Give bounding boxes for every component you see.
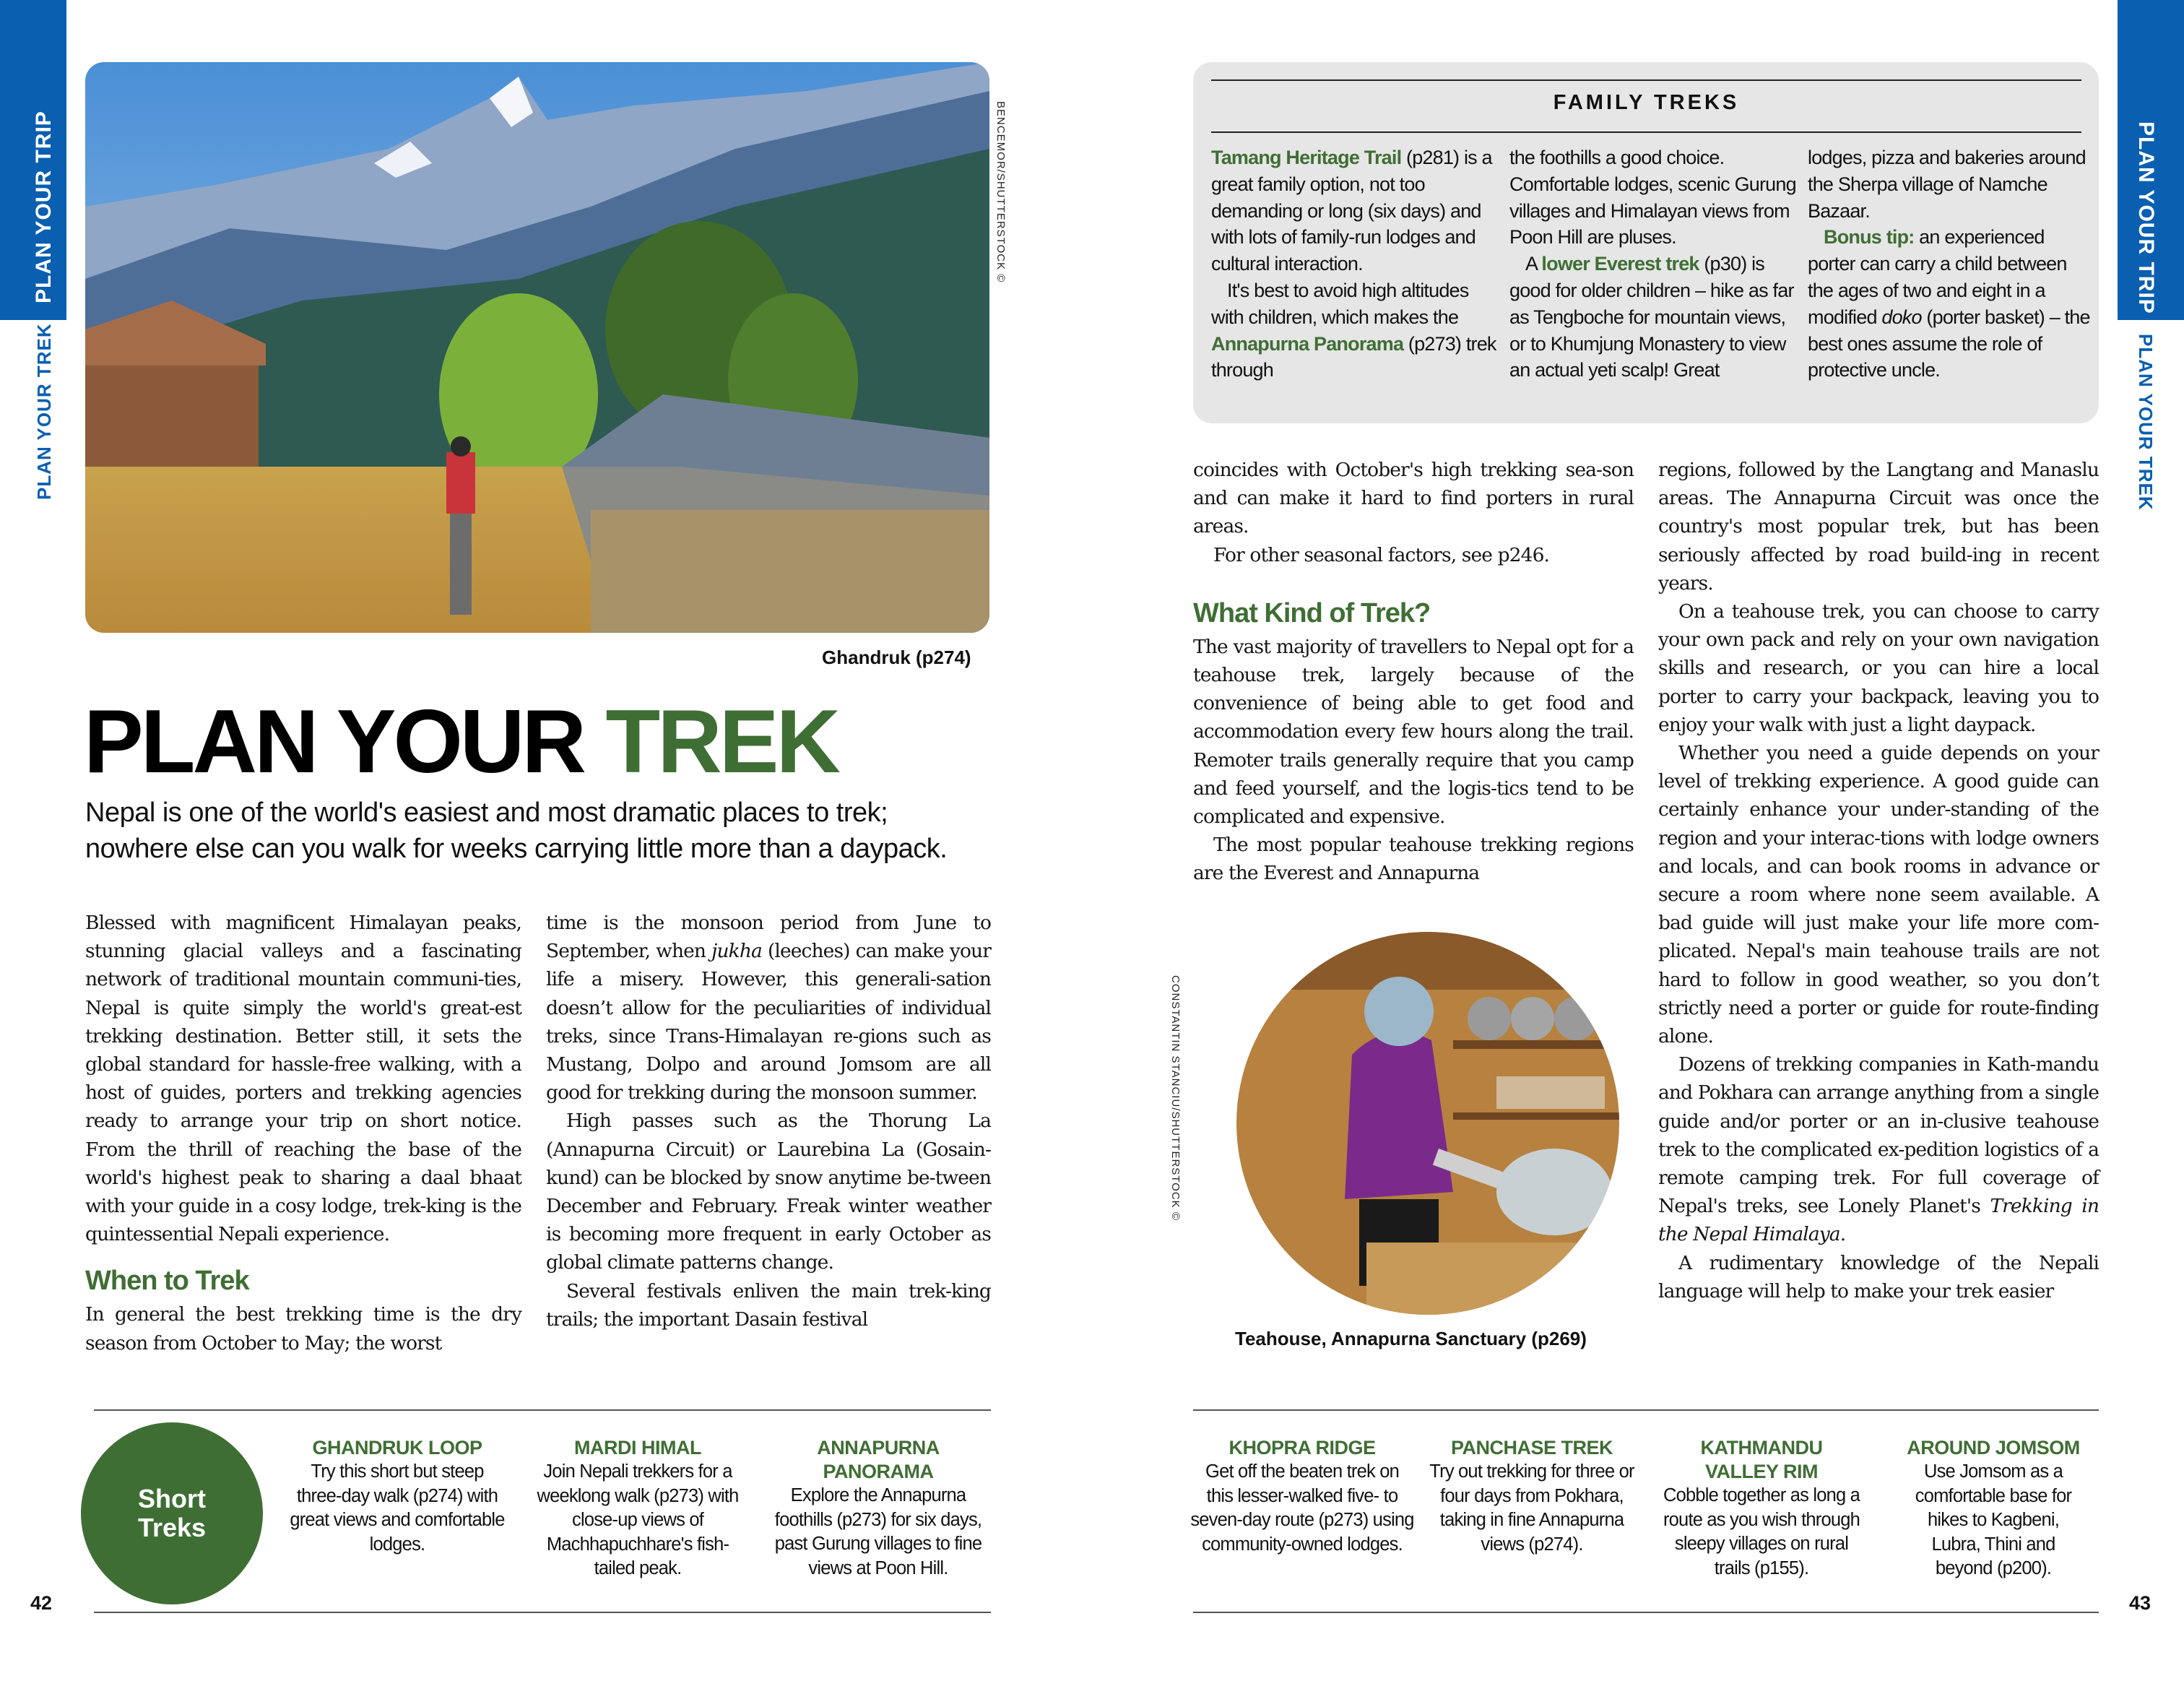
short-trek-kathmandu-valley-rim: KATHMANDU VALLEY RIM Cobble together as long a route as you wish through sleepy villages on rural trails (p155). [1663, 1437, 1860, 1578]
page-number-right: 43 [2129, 1592, 2152, 1614]
short-treks-badge: Short Treks [81, 1422, 263, 1604]
body-paragraph: On a teahouse trek, you can choose to carry your own pack and rely on your own navigation skills and research, or you can hire a local porter to carry your backpack, leaving you to enjoy your walk with just a light daypack. [1658, 600, 2099, 736]
short-trek-ghandruk-loop: GHANDRUK LOOP Try this short but steep three-day walk (p274) with great views and comfortable lodges. [290, 1437, 505, 1555]
link-lower-everest-trek: lower Everest trek [1541, 253, 1699, 275]
left-column-2 [546, 909, 991, 1334]
body-paragraph: coincides with October's high trekking sea-son and can make it hard to find porters in rural areas. [1193, 459, 1634, 538]
link-annapurna-panorama: Annapurna Panorama [1211, 332, 1404, 355]
family-column-3: lodges, pizza and bakeries around the Sherpa village of Namche Bazaar. Bonus tip: an experienced porter can carry a child between the ages of two and eight in a modified doko (porter basket) – the best ones assume the role of protective uncle. [1808, 147, 2090, 381]
short-trek-mardi-himal: MARDI HIMAL Join Nepali trekkers for a weeklong walk (p273) with close-up views of Machhapuchhare's fish-tailed peak. [537, 1437, 739, 1578]
short-trek-annapurna-panorama: ANNAPURNA PANORAMA Explore the Annapurna foothills (p273) for six days, past Gurung villages to fine views at Poon Hill. [774, 1437, 982, 1578]
body-paragraph: The vast majority of travellers to Nepal opt for a teahouse trek, largely because of the convenience of being able to get food and accommodation every few hours along the trail. Remoter trails generally require that you camp and feed yourself, and the logis-tics tend to be complicated and expensive. [1193, 635, 1634, 829]
body-paragraph: The most popular teahouse trekking regions are the Everest and Annapurna [1193, 834, 1634, 885]
short-trek-panchase-trek: PANCHASE TREK Try out trekking for three or four days from Pokhara, taking in fine Annapurna views (p274). [1429, 1437, 1634, 1555]
body-paragraph: A rudimentary knowledge of the Nepali language will help to make your trek easier [1658, 1251, 2099, 1302]
family-column-1: Tamang Heritage Trail (p281) is a great family option, not too demanding or long (six days) and with lots of family-run lodges and cultural interaction. It's best to avoid high altitudes with children, which makes the Annapurna Panorama (p273) trek through [1211, 147, 1496, 381]
page-number-left: 42 [30, 1592, 53, 1614]
photo-credit-circle: CONSTANTIN STANCIU/SHUTTERSTOCK © [1169, 975, 1182, 1221]
short-trek-around-jomsom: AROUND JOMSOM Use Jomsom as a comfortable base for hikes to Kagbeni, Lubra, Thini and beyond (p200). [1907, 1437, 2080, 1578]
divider [1193, 1409, 2099, 1411]
body-paragraph: Several festivals enliven the main trek-king trails; the important Dasain festival [546, 1279, 991, 1331]
divider [1211, 79, 2081, 81]
right-column-1 [1193, 456, 1634, 888]
left-column-1 [85, 909, 521, 1357]
body-paragraph: Dozens of trekking companies in Kath-mandu and Pokhara can arrange anything from a single guide and/or porter or an in-clusive teahouse trek to the complicated ex-pedition logistics of a remote camping trek. For full coverage of Nepal's treks, see Lonely Planet's Trekking in the Nepal Himalaya. [1658, 1053, 2100, 1246]
body-paragraph: In general the best trekking time is the dry season from October to May; the worst [85, 1303, 521, 1354]
bonus-tip-label: Bonus tip: [1824, 226, 1915, 249]
section-label-right: PLAN YOUR TRIP [2134, 121, 2158, 314]
body-paragraph: High passes such as the Thorung La (Annapurna Circuit) or Laurebina La (Gosain-kund) can be blocked by snow anytime be-tween December and February. Freak winter weather is becoming more frequent in early October as global climate patterns change. [546, 1110, 991, 1274]
photo-caption-circle: Teahouse, Annapurna Sanctuary (p269) [1235, 1328, 1587, 1349]
chapter-label-left: PLAN YOUR TREK [33, 323, 55, 500]
divider [1193, 1612, 2099, 1613]
short-trek-khopra-ridge: KHOPRA RIDGE Get off the beaten trek on this lesser-walked five- to seven-day route (p273) using community-owned lodges. [1190, 1437, 1414, 1555]
body-paragraph: For other seasonal factors, see p246. [1213, 543, 1550, 566]
landscape-image [85, 62, 989, 633]
standfirst: Nepal is one of the world's easiest and most dramatic places to trek; nowhere else can you walk for weeks carrying little more than a daypack. [85, 798, 948, 864]
photo-ghandruk [85, 62, 989, 633]
intro-paragraph: Blessed with magnificent Himalayan peaks, stunning glacial valleys and a fascinating network of traditional mountain communi-ties, Nepal is quite simply the world's great-est trekking destination. Better still, it sets the global standard for hassle-free walking, with a host of guides, porters and trekking agencies ready to arrange your trip on short notice. From the thrill of reaching the base of the world's highest peak to sharing a daal bhaat with your guide in a cosy lodge, trek-king is the quintessential Nepali experience. [85, 912, 521, 1246]
heading-what-kind-of-trek: What Kind of Trek? [1193, 597, 1431, 628]
section-label-left: PLAN YOUR TRIP [32, 111, 56, 303]
teahouse-image [1236, 932, 1619, 1315]
photo-credit-main: BENCEMOR/SHUTTERSTOCK © [994, 101, 1007, 283]
link-tamang-heritage-trail: Tamang Heritage Trail [1211, 147, 1402, 168]
divider [94, 1612, 991, 1613]
body-paragraph: Whether you need a guide depends on your level of trekking experience. A good guide can certainly enhance your under-standing of the region and your interac-tions with lodge owners and locals, and can book rooms in advance or secure a room where none seem available. A bad guide will just make your life more com-plicated. Nepal's main teahouse trails are not hard to follow in good weather, so you don’t strictly need a porter or guide for route-finding alone. [1658, 742, 2099, 1048]
divider [94, 1409, 991, 1411]
page-title: PLAN YOUR TREK [84, 692, 838, 792]
family-treks-title: FAMILY TREKS [1553, 91, 1740, 114]
divider [1211, 131, 2081, 133]
photo-caption-main: Ghandruk (p274) [822, 647, 971, 668]
heading-when-to-trek: When to Trek [85, 1266, 249, 1297]
body-paragraph: regions, followed by the Langtang and Manaslu areas. The Annapurna Circuit was once the country's most popular trek, but has been seriously affected by road build-ing in recent years. [1658, 459, 2099, 595]
family-column-2: the foothills a good choice. Comfortable lodges, scenic Gurung villages and Himalayan views from Poon Hill are pluses. A lower Everest trek (p30) is good for older children – hike as far as Tengboche for mountain views, or to Khumjung Monastery to view an actual yeti scalp! Great [1509, 147, 1796, 381]
right-column-2 [1658, 456, 2099, 1305]
body-paragraph: time is the monsoon period from June to September, when jukha (leeches) can make your life a misery. However, this generali-sation doesn’t allow for the peculiarities of individual treks, since Trans-Himalayan re-gions such as Mustang, Dolpo and around Jomsom are all good for trekking during the monsoon summer. [546, 912, 991, 1105]
photo-teahouse [1236, 932, 1619, 1315]
chapter-label-right: PLAN YOUR TREK [2135, 334, 2157, 511]
